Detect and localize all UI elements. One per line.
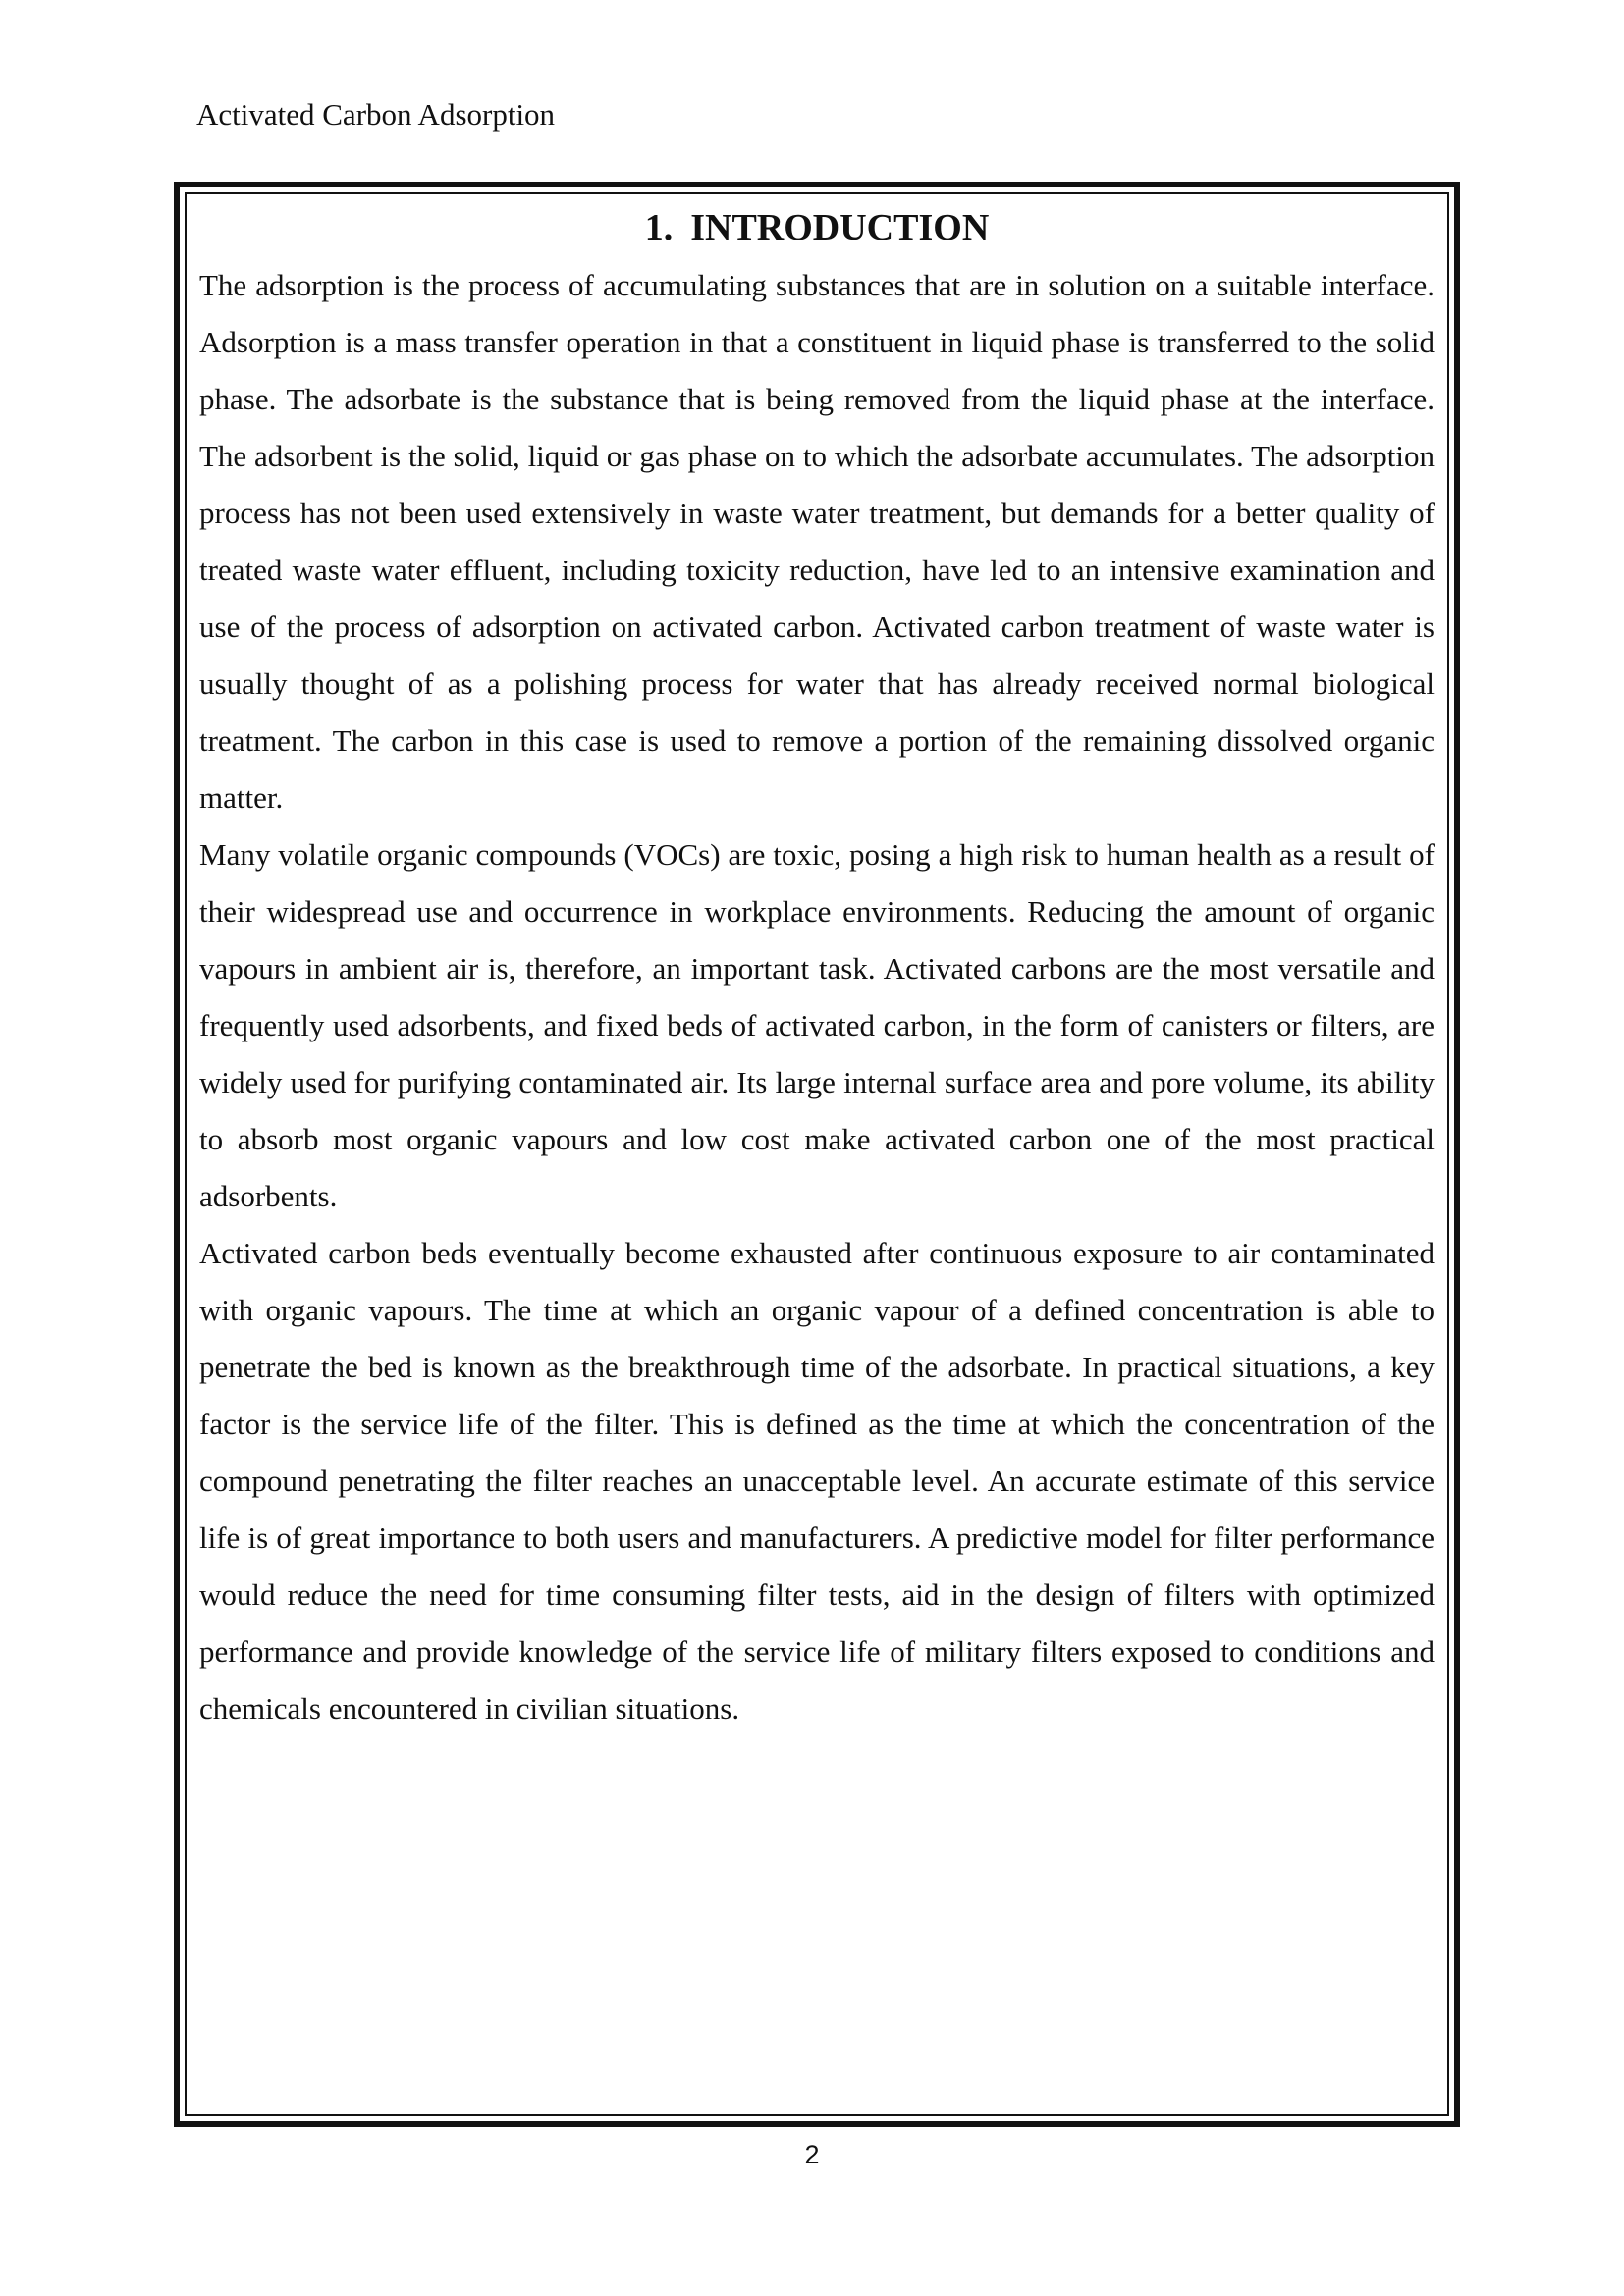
paragraph-service-life: Activated carbon beds eventually become exhausted after continuous exposure to air contaminated with organic vapours. The time at which an organic vapour of a defined concentration is able to penetrate the bed is known as the breakthrough time of the adsorbate. In practical situations, a key factor is the service life of the filter. This is defined as the time at which the concentration of the compound penetrating the filter reaches an unacceptable level. An accurate estimate of this service life is of great importance to both users and manufacturers. A predictive model for filter performance would reduce the need for time consuming filter tests, aid in the design of filters with optimized performance and provide knowledge of the service life of military filters exposed to conditions and chemicals encountered in civilian situations. [199, 1235, 1435, 1726]
section-heading [199, 206, 1435, 251]
paragraph-adsorption-overview: The adsorption is the process of accumulating substances that are in solution on a suitable interface. Adsorption is a mass transfer operation in that a constituent in liquid phase is transferred to the solid phase. The adsorbate is the substance that is being removed from the liquid phase at the interface. The adsorbent is the solid, liquid or gas phase on to which the adsorbate accumulates. The adsorption process has not been used extensively in waste water treatment, but demands for a better quality of treated waste water effluent, including toxicity reduction, have led to an intensive examination and use of the process of adsorption on activated carbon. Activated carbon treatment of waste water is usually thought of as a polishing process for water that has already received normal biological treatment. The carbon in this case is used to remove a portion of the remaining dissolved organic matter. [199, 267, 1435, 815]
section-number: 1. [644, 207, 674, 248]
page-border-frame [174, 182, 1460, 2127]
section-title: INTRODUCTION [690, 207, 990, 248]
page-border-inner-line [185, 192, 1449, 2116]
running-header: Activated Carbon Adsorption [196, 97, 556, 132]
main-content [199, 206, 1435, 1737]
paragraph-voc-risk: Many volatile organic compounds (VOCs) are toxic, posing a high risk to human health as a result of their widespread use and occurrence in workplace environments. Reducing the amount of organic vapours in ambient air is, therefore, an important task. Activated carbons are the most versatile and frequently used adsorbents, and fixed beds of activated carbon, in the form of canisters or filters, are widely used for purifying contaminated air. Its large internal surface area and pore volume, its ability to absorb most organic vapours and low cost make activated carbon one of the most practical adsorbents. [199, 836, 1435, 1213]
page-number: 2 [804, 2140, 820, 2169]
